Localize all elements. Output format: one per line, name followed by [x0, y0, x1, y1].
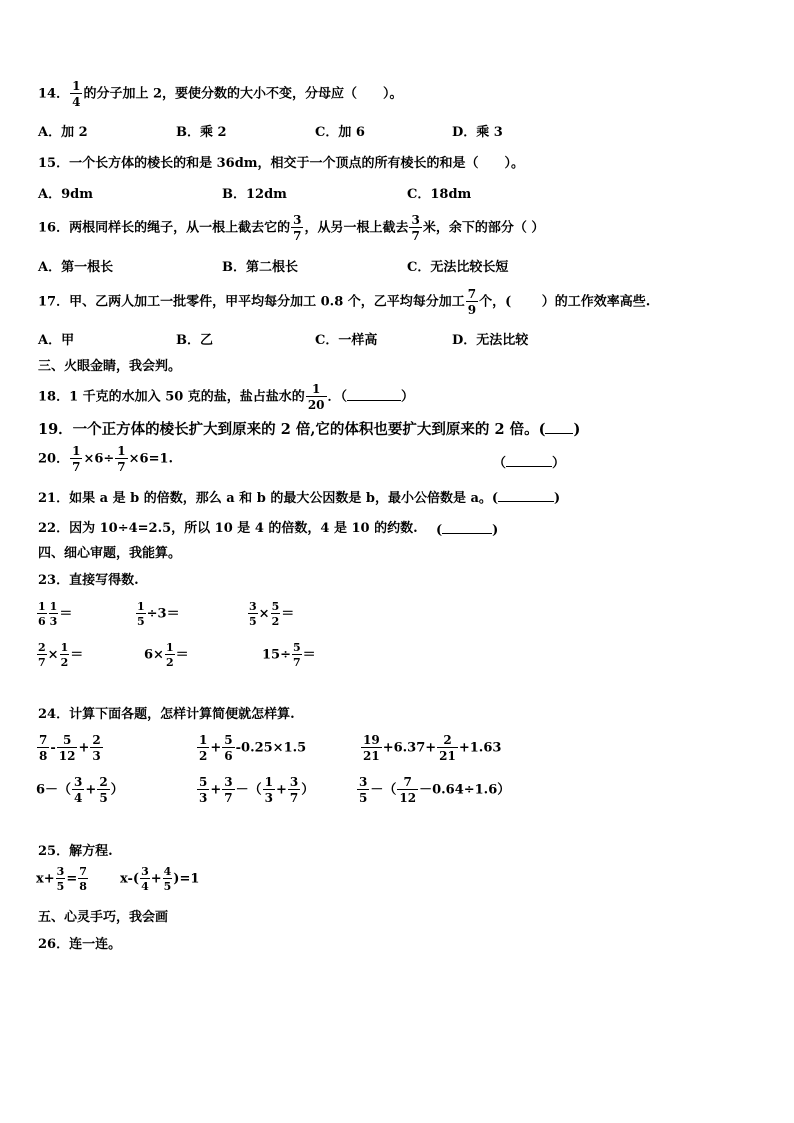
fraction: $\frac{1}{20}$	[307, 382, 325, 412]
option-d[interactable]: D．无法比较	[452, 333, 529, 348]
option-d[interactable]: D．乘 3	[452, 125, 503, 140]
equation-25-1: x+ $\frac{3}{5}$ = $\frac{7}{8}$	[36, 865, 87, 893]
expression-24-2: $\frac{1}{2}$ + $\frac{5}{6}$ -0.25×1.5	[199, 733, 307, 763]
expression-24-1: $\frac{7}{8}$ - $\frac{5}{12}$ + $\frac{2}{3}$	[39, 733, 101, 763]
question-18: 18．1 千克的水加入 50 克的盐，盐占盐水的 $\frac{1}{20}$ ．（ ）	[38, 382, 415, 412]
option-b[interactable]: B．乘 2	[176, 125, 227, 140]
expression-24-4: 6－（ $\frac{3}{4}$ + $\frac{2}{5}$ ）	[36, 775, 124, 805]
section-heading-5: 五、心灵手巧，我会画	[38, 910, 169, 925]
option-b[interactable]: B．12dm	[222, 187, 287, 202]
expression-23-1: $\frac{1}{6}$ $\frac{1}{3}$ ＝	[38, 600, 73, 628]
question-text: 的分子加上 2，要使分数的大小不变，分母应（ ）。	[83, 86, 403, 102]
expression-23-4: $\frac{2}{7}$ × $\frac{1}{2}$ ＝	[38, 641, 84, 669]
expression-24-3: $\frac{19}{21}$ +6.37+ $\frac{2}{21}$ +1.63	[363, 733, 502, 763]
question-24-title: 24．计算下面各题，怎样计算简便就怎样算.	[38, 707, 295, 722]
fraction: $\frac{7}{9}$	[467, 287, 477, 317]
expression-24-6: $\frac{3}{5}$ －（ $\frac{7}{12}$ －0.64÷1.6）	[359, 775, 511, 805]
option-c[interactable]: C．无法比较长短	[407, 260, 509, 275]
expression-23-3: $\frac{3}{5}$ × $\frac{5}{2}$ ＝	[249, 600, 295, 628]
question-26: 26．连一连。	[38, 937, 122, 952]
question-20: 20． $\frac{1}{7}$ ×6÷ $\frac{1}{7}$ ×6=1. （ ）	[38, 444, 566, 474]
answer-blank[interactable]	[506, 454, 552, 467]
option-a[interactable]: A．加 2	[38, 125, 88, 140]
equation-25-2: x-( $\frac{3}{4}$ + $\frac{4}{5}$ )=1	[120, 865, 200, 893]
option-a[interactable]: A．第一根长	[38, 260, 114, 275]
question-19: 19．一个正方体的棱长扩大到原来的 2 倍,它的体积也要扩大到原来的 2 倍。( )	[38, 421, 581, 438]
answer-blank[interactable]	[442, 521, 492, 534]
question-22: 22．因为 10÷4=2.5，所以 10 是 4 的倍数，4 是 10 的约数. ( )	[38, 521, 499, 538]
question-number: 14．	[38, 86, 70, 102]
question-14	[38, 80, 403, 108]
option-c[interactable]: C．加 6	[315, 125, 365, 140]
option-c[interactable]: C．18dm	[407, 187, 472, 202]
question-16: 16．两根同样长的绳子，从一根上截去它的 $\frac{3}{7}$ ，从另一根上截去 $\frac{3}{7}$ 米，余下的部分（ ）	[38, 213, 545, 243]
expression-23-6: 15÷ $\frac{5}{7}$ ＝	[262, 641, 316, 669]
question-17: 17．甲、乙两人加工一批零件，甲平均每分加工 0.8 个，乙平均每分加工 $\frac{7}{9}$ 个，( ）的工作效率高些.	[38, 287, 651, 317]
section-heading-4: 四、细心审题，我能算。	[38, 546, 182, 561]
option-b[interactable]: B．乙	[176, 333, 213, 348]
fraction: $\frac{3}{7}$	[293, 213, 302, 243]
question-25-title: 25．解方程.	[38, 844, 113, 859]
fraction: $\frac{3}{7}$	[411, 213, 420, 243]
expression-23-5: 6× $\frac{1}{2}$ ＝	[144, 641, 189, 669]
answer-bracket: ( )	[436, 523, 499, 538]
fraction: $\frac{1}{7}$	[72, 444, 81, 474]
question-21: 21．如果 a 是 b 的倍数，那么 a 和 b 的最大公因数是 b，最小公倍数是 a。( )	[38, 491, 561, 506]
expression-24-5: $\frac{5}{3}$ + $\frac{3}{7}$ －（ $\frac{1}{3}$ + $\frac{3}{7}$ ）	[199, 775, 315, 805]
answer-blank[interactable]	[347, 388, 401, 401]
fraction: $\frac{1}{7}$	[117, 444, 126, 474]
question-15: 15．一个长方体的棱长的和是 36dm，相交于一个顶点的所有棱长的和是（ ）。	[38, 156, 525, 171]
answer-bracket: （ ）	[493, 456, 566, 471]
option-a[interactable]: A．甲	[38, 333, 75, 348]
expression-23-2: $\frac{1}{5}$ ÷3＝	[137, 600, 180, 628]
option-a[interactable]: A．9dm	[38, 187, 93, 202]
option-b[interactable]: B．第二根长	[222, 260, 298, 275]
option-c[interactable]: C．一样高	[315, 333, 378, 348]
answer-blank[interactable]	[498, 489, 554, 502]
answer-blank[interactable]	[545, 421, 573, 434]
question-23-title: 23．直接写得数.	[38, 573, 139, 588]
section-heading-3: 三、火眼金睛，我会判。	[38, 359, 182, 374]
fraction: $\frac{1}{4}$	[72, 79, 81, 109]
